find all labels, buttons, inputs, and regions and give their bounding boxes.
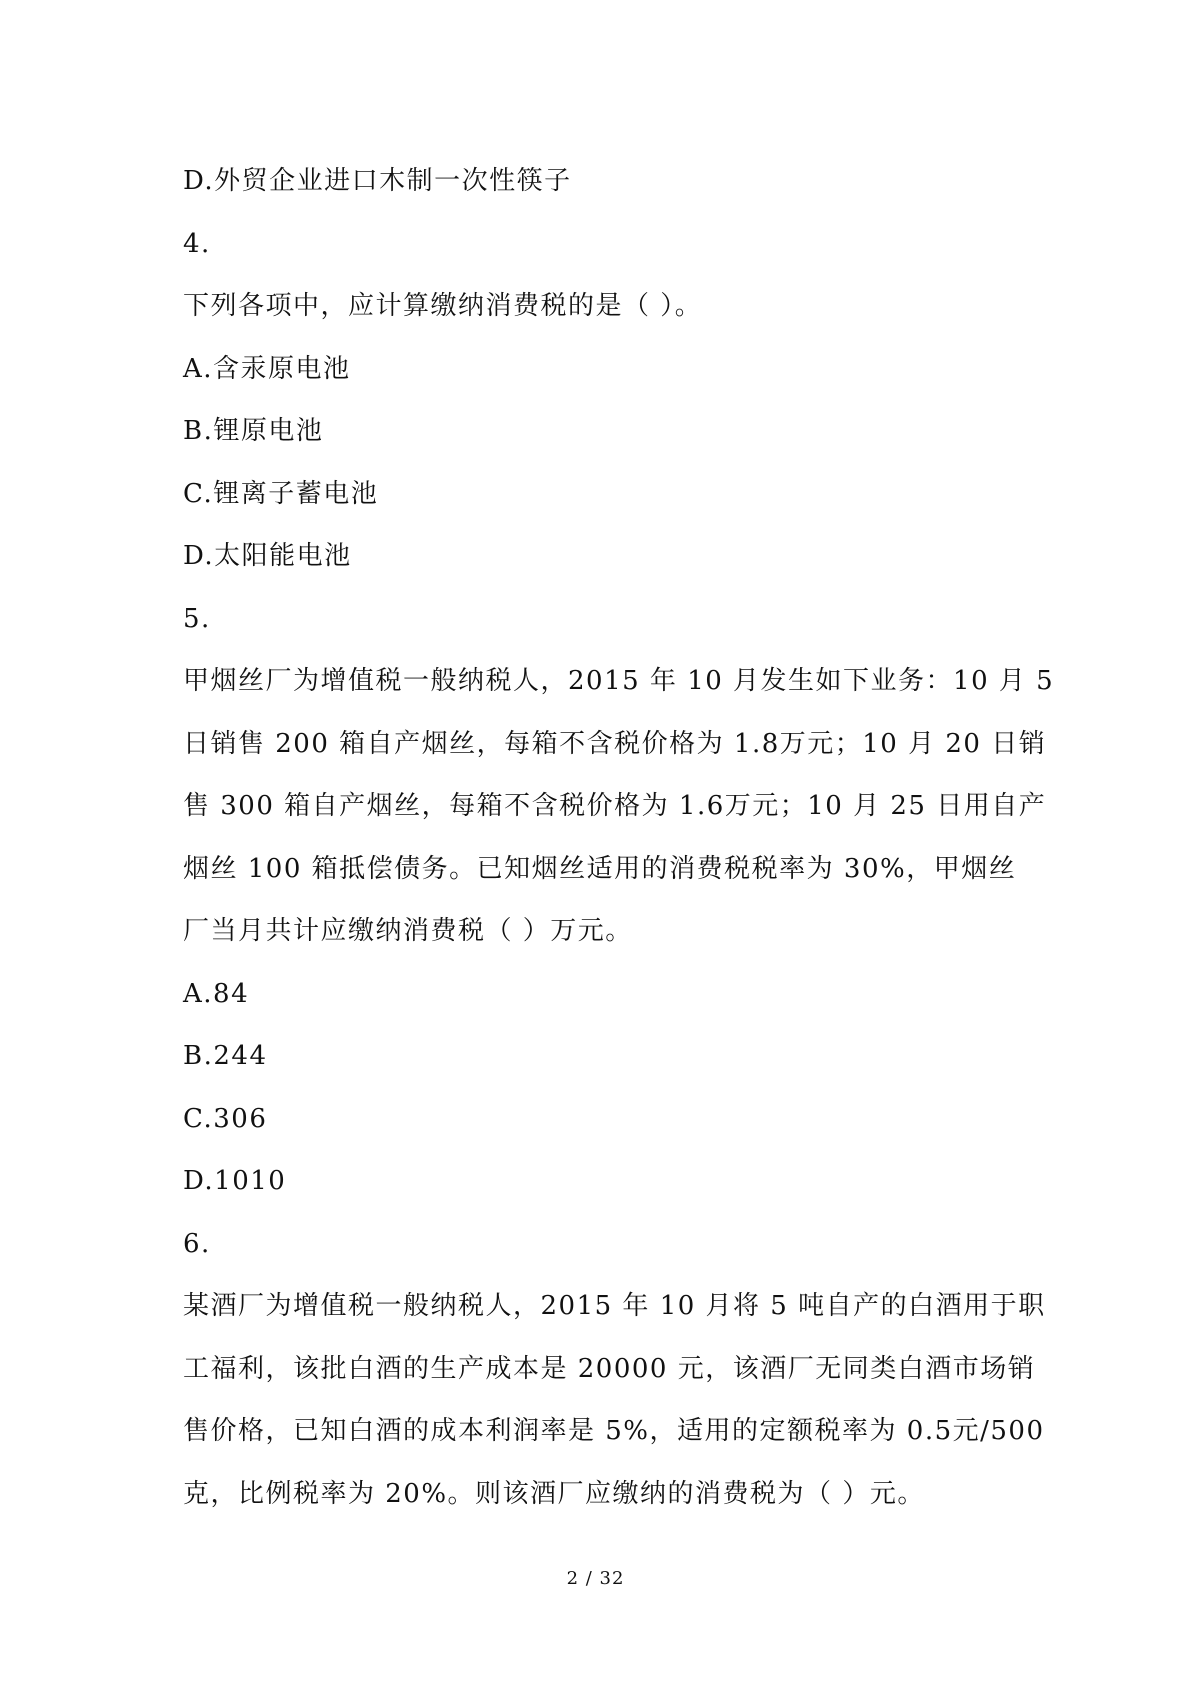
question-number: 6. <box>183 1228 211 1259</box>
option-line: A.含汞原电池 <box>183 353 351 384</box>
question-number: 4. <box>183 228 211 259</box>
question-text: 厂当月共计应缴纳消费税（ ）万元。 <box>183 916 633 946</box>
question-text: 某酒厂为增值税一般纳税人，2015 年 10 月将 5 吨自产的白酒用于职 <box>183 1291 1046 1321</box>
option-line: D.外贸企业进口木制一次性筷子 <box>183 166 572 196</box>
question-text: 烟丝 100 箱抵偿债务。已知烟丝适用的消费税税率为 30%，甲烟丝 <box>183 853 1017 884</box>
option-line: C.锂离子蓄电池 <box>183 478 379 509</box>
question-text: 日销售 200 箱自产烟丝，每箱不含税价格为 1.8万元；10 月 20 日销 <box>183 728 1047 759</box>
page-number: 2 / 32 <box>566 1568 625 1589</box>
question-text: 克，比例税率为 20%。则该酒厂应缴纳的消费税为（ ）元。 <box>183 1478 925 1509</box>
option-line: A.84 <box>183 978 250 1009</box>
question-text: 售价格，已知白酒的成本利润率是 5%，适用的定额税率为 0.5元/500 <box>183 1416 1045 1446</box>
document-body <box>183 150 1055 1525</box>
option-line: D.太阳能电池 <box>183 541 352 571</box>
question-text: 工福利，该批白酒的生产成本是 20000 元，该酒厂无同类白酒市场销 <box>183 1353 1036 1384</box>
question-text: 售 300 箱自产烟丝，每箱不含税价格为 1.6万元；10 月 25 日用自产 <box>183 791 1047 821</box>
option-line: D.1010 <box>183 1166 287 1196</box>
option-line: C.306 <box>183 1103 268 1134</box>
question-number: 5. <box>183 603 211 634</box>
question-text: 甲烟丝厂为增值税一般纳税人，2015 年 10 月发生如下业务：10 月 5 <box>183 666 1055 696</box>
option-line: B.锂原电池 <box>183 416 324 446</box>
question-text: 下列各项中，应计算缴纳消费税的是（ ）。 <box>183 291 703 321</box>
option-line: B.244 <box>183 1041 268 1071</box>
